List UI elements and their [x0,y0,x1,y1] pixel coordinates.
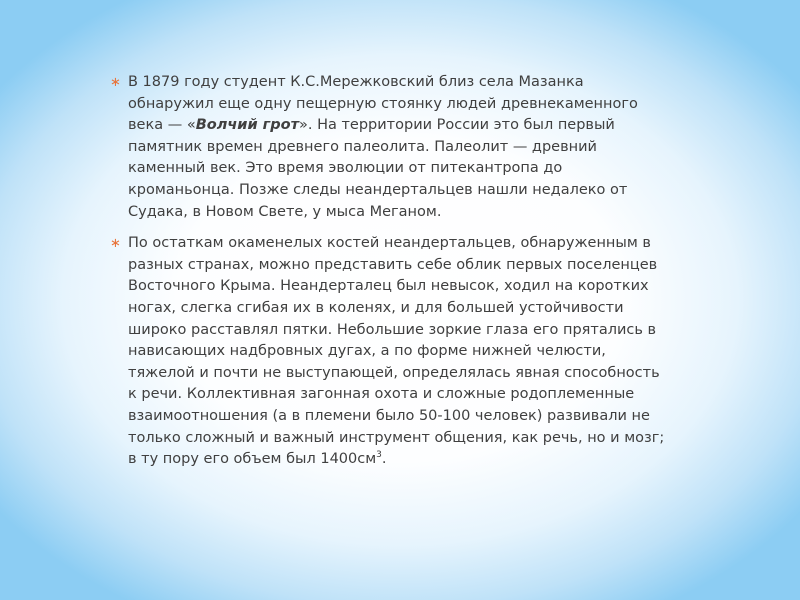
paragraph-text-start: По остаткам окаменелых костей неандертальцев, обнаруженным в разных странах, можно представить себе облик первых поселенцев Восточного Крыма. Неандерталец был невысок, ходил на коротких ногах, слегка сгибая их в коленях, и для большей устойчивости широко расставлял пятки. Небольшие зоркие глаза его прятались в нависающих надбровных дугах, а по форме нижней челюсти, тяжелой и почти не выступающей, определялась явная способность к речи. Коллективная загонная охота и сложные родоплеменные взаимоотношения (а в племени было 50-100 человек) развивали не только сложный и важный инструмент общения, как речь, но и мозг; в ту пору его объем был 1400см [128,235,665,468]
bullet-icon: ∗ [110,75,121,90]
superscript-text: 3 [376,450,382,461]
paragraph-neanderthal [106,233,666,471]
bullet-icon: ∗ [110,236,121,252]
paragraph-text-end: . [381,451,387,468]
paragraph-wolf-grotto [106,72,666,223]
emphasis-text: Волчий грот [195,117,299,134]
paragraph-text-end: ». На территории России это был первый памятник времен древнего палеолита. Палеолит — древний каменный век. Это время эволюции от питекантропа до кроманьонца. Позже следы неандертальцев нашли недалеко от Судака, в Новом Свете, у мыса Меганом. [128,117,628,220]
slide-body [106,72,666,481]
paragraph-text-start: В 1879 году студент К.С.Мережковский близ села Мазанка обнаружил еще одну пещерную стоянку людей древнекаменного века — « [128,74,638,134]
